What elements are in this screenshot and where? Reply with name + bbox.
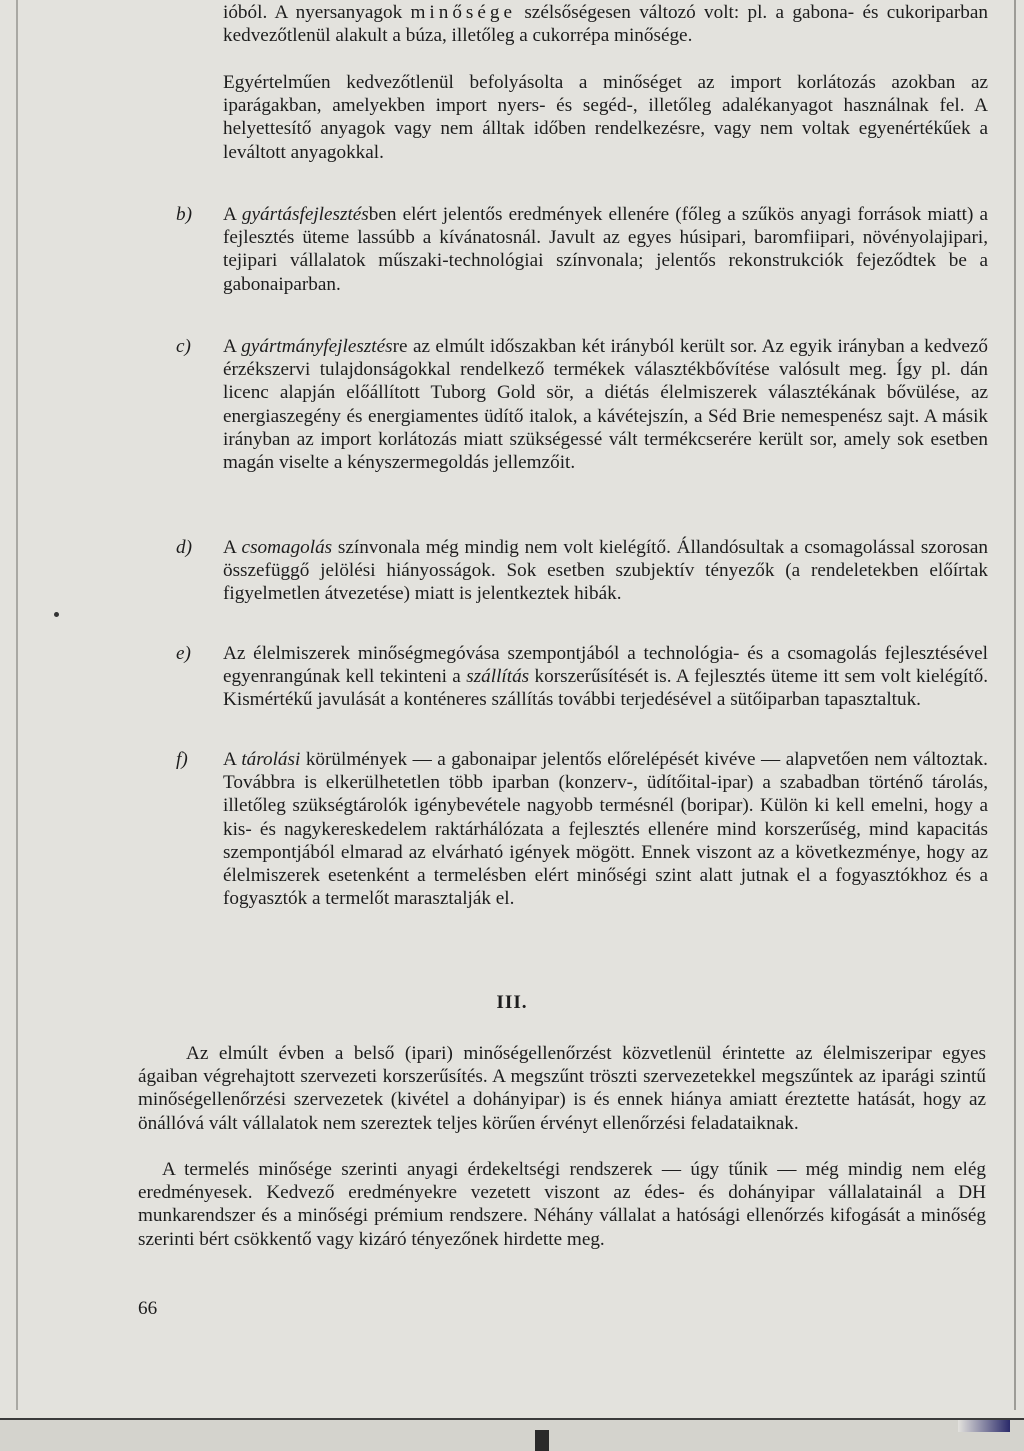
intro-text-start: ióból. A nyersanyagok	[223, 2, 411, 23]
page-number: 66	[138, 1298, 158, 1319]
item-text: A	[223, 537, 242, 558]
item-emphasis: gyártmányfejlesztés	[241, 336, 393, 357]
item-emphasis: gyártásfejlesztés	[241, 204, 369, 225]
item-text-rest: re az elmúlt időszakban két irányból került sor. Az egyik irányban a kedvező érzékszervi tulajdonságokkal rendelkező termékek választékbővítése valósult meg. Így pl. dán licenc alapján előállított Tuborg Gold sör, a diétás élelmiszerek választékának bővülése, az energiaszegény és energiamentes üdítő italok, a kávétejszín, a Séd Brie nemespenész sajt. A másik irányban az import korlátozás miatt szükségessé vált termékcserére került sor, amely sok esetben magán viselte a kényszermegoldás jellemzőit.	[223, 336, 988, 474]
section-paragraph-2-text: A termelés minősége szerinti anyagi érdekeltségi rendszerek — úgy tűnik — még mindig nem elég eredményesek. Kedvező eredményekre vezetett viszont az édes- és dohányipar vállalatainál a DH munkarendszer és a minőségi prémium rendszere. Néhány vállalat a hatósági ellenőrzés kifogását a minőség szerinti bért csökkentő vagy kizáró tényezőnek hirdette meg.	[138, 1159, 986, 1250]
intro-paragraph-text: Egyértelműen kedvezőtlenül befolyásolta a minőséget az import korlátozás azokban az iparágakban, amelyekben import nyers- és segéd-, illetőleg adalékanyagot használnak fel. A helyettesítő anyagok vagy nem álltak időben rendelkezésre, vagy nem voltak egyenértékűek a leváltott anyagokkal.	[223, 72, 988, 163]
item-text-rest: ben elért jelentős eredmények ellenére (főleg a szűkös anyagi források miatt) a fejlesztés üteme lassúbb a kívánatosnál. Javult az egyes húsipari, baromfiipari, növényolajipari, tejipari vállalatok műszaki-technológiai színvonala; jelentős rekonstrukciók fejeződtek be a gabonaiparban.	[223, 204, 988, 295]
section-heading: III.	[496, 992, 528, 1013]
margin-dot	[54, 612, 59, 617]
item-emphasis: tárolási	[241, 749, 301, 770]
scan-artifact-corner	[958, 1420, 1010, 1432]
item-emphasis: csomagolás	[241, 537, 333, 558]
list-item-f	[176, 748, 988, 910]
section-paragraph-1-text: Az elmúlt évben a belső (ipari) minőségellenőrzést közvetlenül érintette az élelmiszeripar egyes ágaiban végrehajtott szervezeti korszerűsítés. A megszűnt tröszti szervezetekkel megszűntek az iparági szintű minőségellenőrzési szervezetek (kivétel a dohányipar) is és ennek hiánya amiatt éreztette hatását, hogy az önállóvá vált vállalatok nem szereztek teljes körűen érvényt ellenőrzési feladataiknak.	[138, 1043, 986, 1134]
intro-spaced-word: minősége	[410, 2, 517, 23]
list-item-e	[176, 642, 988, 712]
list-marker: c)	[176, 336, 191, 357]
item-text-rest: színvonala még mindig nem volt kielégítő. Állandósultak a csomagolással szorosan összefüggő jelölési hiányosságok. Sok esetben szubjektív tényezők (a rendeletekben előírtak figyelmetlen átvezetése) miatt is jelentkeztek hibák.	[223, 537, 988, 605]
item-text-rest: korszerűsítését is. A fejlesztés üteme itt sem volt kielégítő. Kismértékű javulását a konténeres szállítás további terjedésével a sütőiparban tapasztaltuk.	[223, 666, 988, 711]
item-text-rest: körülmények — a gabonaipar jelentős előrelépését kivéve — alapvetően nem változtak. Továbbra is elkerülhetetlen több iparban (konzerv-, üdítőital-ipar) a szabadban történő tárolás, illetőleg szükségtárolók igénybevétele nagyobb termésnél (boripar). Külön ki kell emelni, hogy a kis- és nagykereskedelem raktárhálózata a fejlesztés ellenére mind korszerűség, mind kapacitás szempontjából elmarad az elvárható igények mögött. Ennek viszont az a következménye, hogy az élelmiszerek esetenként a termelésben elért minőségi szint alatt jutnak el a fogyasztókhoz és a fogyasztók a termelőt marasztalják el.	[223, 749, 988, 910]
intro-text-end: szélsőségesen változó volt: pl. a gabona- és cukoriparban kedvezőtlenül alakult a búza, illetőleg a cukorrépa minősége.	[223, 2, 988, 47]
left-page-edge	[16, 0, 18, 1410]
list-marker: d)	[176, 537, 192, 558]
list-item-c	[176, 335, 988, 474]
item-text: A	[223, 336, 242, 357]
item-text: Az élelmiszerek minőségmegóvása szempontjából a technológia- és a csomagolás fejlesztésével egyenrangúnak kell tekinteni a	[223, 643, 988, 688]
section-paragraph-2	[138, 1158, 986, 1251]
list-item-b	[176, 203, 988, 296]
right-page-edge	[1014, 0, 1016, 1410]
list-marker: f)	[176, 749, 188, 770]
list-marker: e)	[176, 643, 191, 664]
list-item-d	[176, 536, 988, 606]
scan-bottom-edge	[0, 1418, 1024, 1451]
item-text: A	[223, 204, 242, 225]
scan-artifact	[535, 1430, 549, 1451]
list-marker: b)	[176, 204, 192, 225]
intro-paragraph	[176, 71, 988, 164]
item-text: A	[223, 749, 242, 770]
item-emphasis: szállítás	[466, 666, 530, 688]
intro-continuation	[176, 1, 988, 47]
section-paragraph-1	[138, 1042, 986, 1135]
